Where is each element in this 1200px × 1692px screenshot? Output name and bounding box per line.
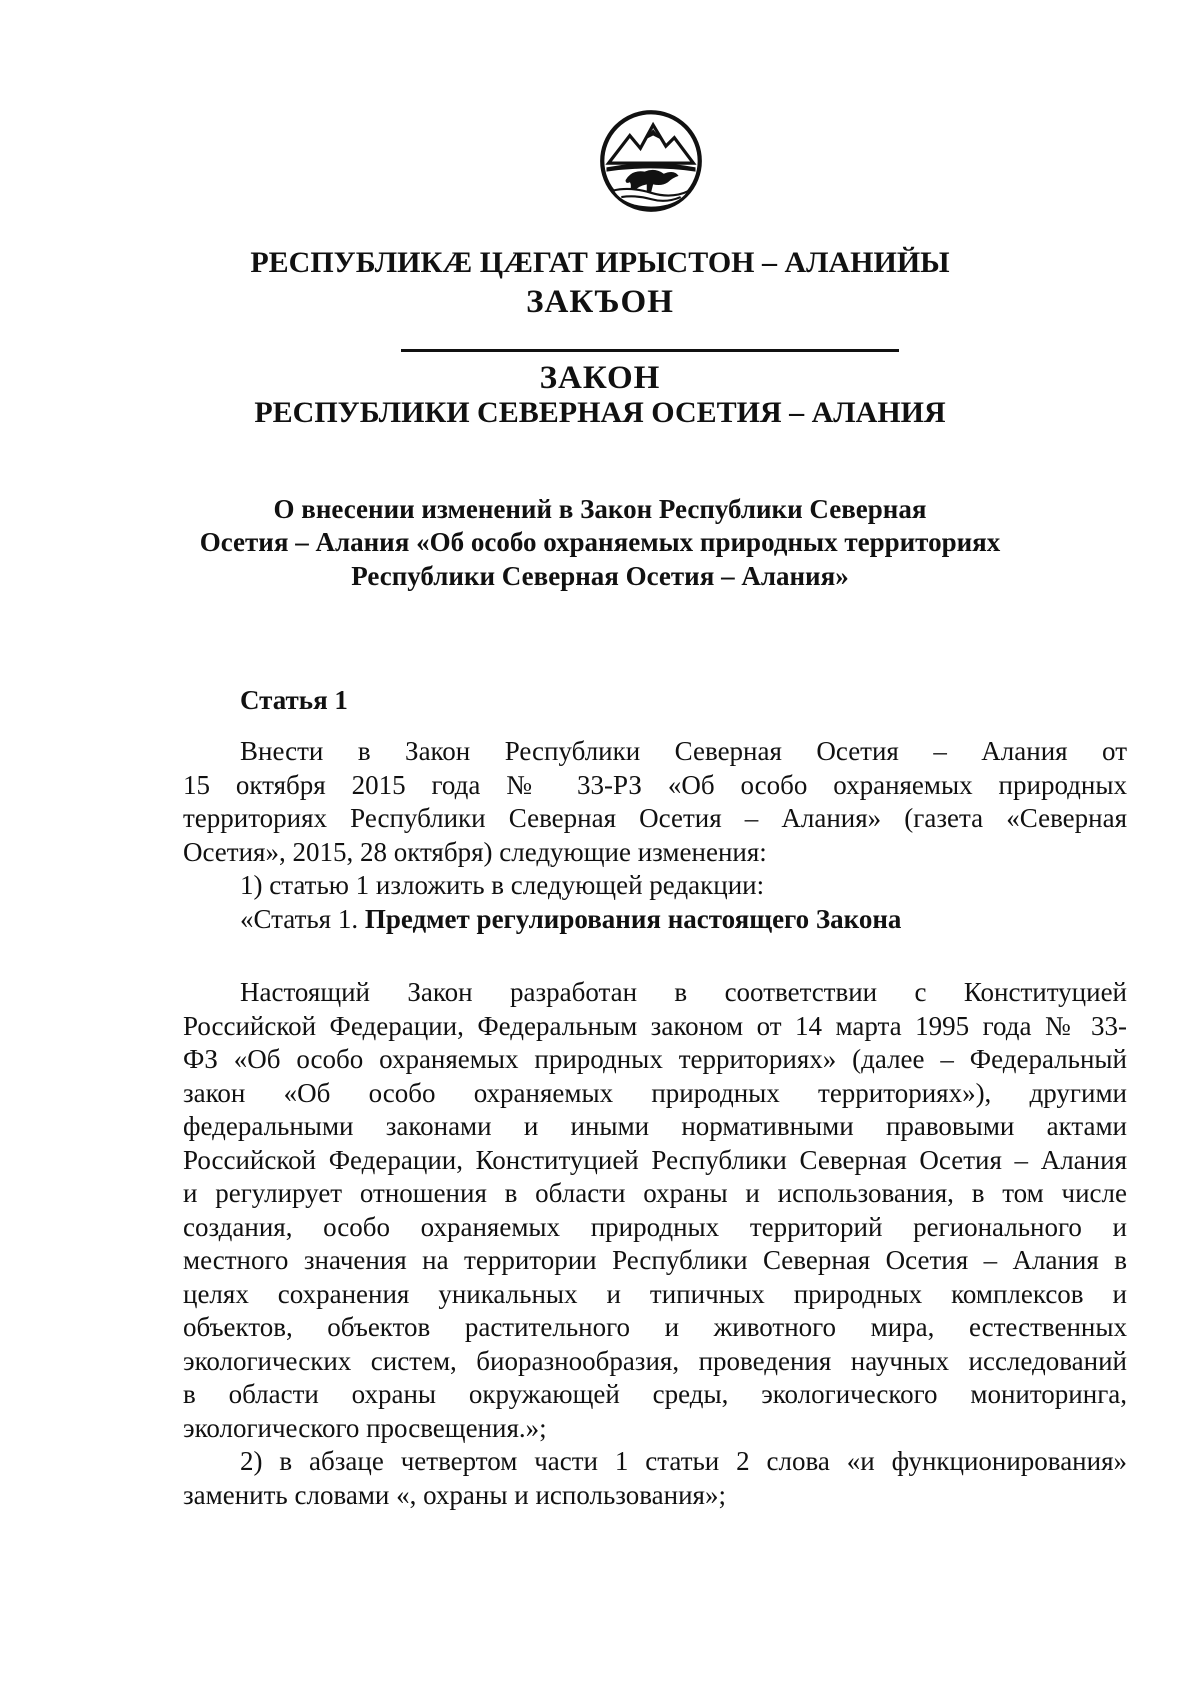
paragraph-line: создания, особо охраняемых природных территорий регионального и (183, 1211, 1127, 1242)
paragraph-line: территориях Республики Северная Осетия – Алания» (газета «Северная (183, 803, 1127, 833)
paragraph-line: объектов, объектов растительного и животного мира, естественных (183, 1312, 1127, 1342)
law-title-line-1: О внесении изменений в Закон Республики Северная (273, 494, 927, 524)
paragraph-line: Российской Федерации, Федеральным законом от 14 марта 1995 года № 33- (183, 1010, 1127, 1041)
amendment-item-2-line: 2) в абзаце четвертом части 1 статьи 2 слова «и функционирования» (240, 1446, 1127, 1476)
paragraph-line: Осетия», 2015, 28 октября) следующие изменения: (183, 836, 767, 867)
article-paragraph-1 (183, 735, 1127, 936)
russian-law-heading: ЗАКОН (539, 360, 661, 396)
law-title-line-3: Республики Северная Осетия – Алания» (351, 561, 849, 591)
quoted-article-title: Предмет регулирования настоящего Закона (364, 903, 902, 934)
paragraph-line: федеральными законами и иными нормативными правовыми актами (183, 1111, 1127, 1141)
ossetian-republic-heading: РЕСПУБЛИКÆ ЦÆГАТ ИРЫСТОН – АЛАНИЙЫ (250, 246, 950, 279)
paragraph-line: ФЗ «Об особо охраняемых природных территориях» (далее – Федеральный (183, 1044, 1127, 1074)
paragraph-line: Внести в Закон Республики Северная Осетия – Алания от (240, 736, 1127, 766)
amendment-item-2-line: заменить словами «, охраны и использования»; (183, 1479, 726, 1510)
russian-republic-heading: РЕСПУБЛИКИ СЕВЕРНАЯ ОСЕТИЯ – АЛАНИЯ (254, 396, 946, 429)
paragraph-line: экологического просвещения.»; (183, 1412, 547, 1443)
paragraph-line: закон «Об особо охраняемых природных территориях»), другими (183, 1077, 1127, 1108)
paragraph-line: экологических систем, биоразнообразия, проведения научных исследований (183, 1345, 1127, 1376)
law-title-line-2: Осетия – Алания «Об особо охраняемых природных территориях (199, 527, 1001, 557)
paragraph-line: целях сохранения уникальных и типичных природных комплексов и (183, 1278, 1127, 1309)
article-paragraph-2 (183, 976, 1127, 1512)
coat-of-arms-emblem (598, 108, 704, 214)
ossetian-law-heading: ЗАКЪОН (526, 284, 674, 320)
header-divider (401, 349, 899, 352)
quoted-article-prefix: «Статья 1. (240, 903, 365, 934)
paragraph-line: 15 октября 2015 года № 33-РЗ «Об особо охраняемых природных (183, 769, 1127, 800)
paragraph-line: Российской Федерации, Конституцией Республики Северная Осетия – Алания (183, 1144, 1127, 1175)
article-heading: Статья 1 (240, 685, 348, 715)
paragraph-line: и регулирует отношения в области охраны и использования, в том числе (183, 1178, 1127, 1208)
paragraph-line: местного значения на территории Республики Северная Осетия – Алания в (183, 1245, 1127, 1275)
paragraph-line: Настоящий Закон разработан в соответствии с Конституцией (240, 977, 1127, 1007)
paragraph-line: в области охраны окружающей среды, экологического мониторинга, (183, 1379, 1127, 1409)
quoted-article-heading (183, 903, 1127, 937)
amendment-item-1: 1) статью 1 изложить в следующей редакции: (240, 870, 765, 900)
